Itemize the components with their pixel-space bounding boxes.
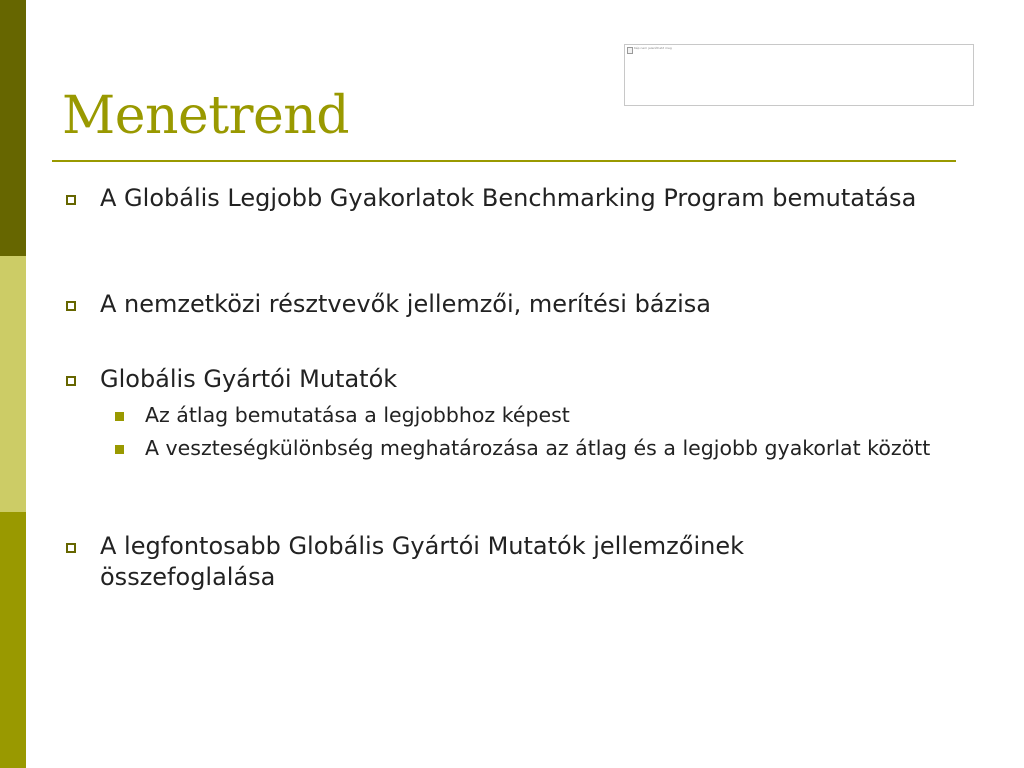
list-item-1: A Globális Legjobb Gyakorlatok Benchmarking Program bemutatása [100,184,917,212]
sub-list-item-1: Az átlag bemutatása a legjobbhoz képest [145,403,570,427]
logo-alt-text: Kép nem jeleníthető meg [634,46,672,50]
square-filled-bullet-icon [115,445,124,454]
square-outline-bullet-icon [66,301,76,311]
square-outline-bullet-icon [66,543,76,553]
sub-list-item-2: A veszteségkülönbség meghatározása az átlag és a legjobb gyakorlat között [145,436,931,460]
list-item-4: A legfontosabb Globális Gyártói Mutatók jellemzőinek összefoglalása [100,532,744,591]
square-outline-bullet-icon [66,376,76,386]
square-outline-bullet-icon [66,195,76,205]
list-item-3: Globális Gyártói Mutatók [100,365,398,393]
list-item-2: A nemzetközi résztvevők jellemzői, merítési bázisa [100,290,711,318]
square-filled-bullet-icon [115,412,124,421]
slide-title: Menetrend [62,86,350,146]
